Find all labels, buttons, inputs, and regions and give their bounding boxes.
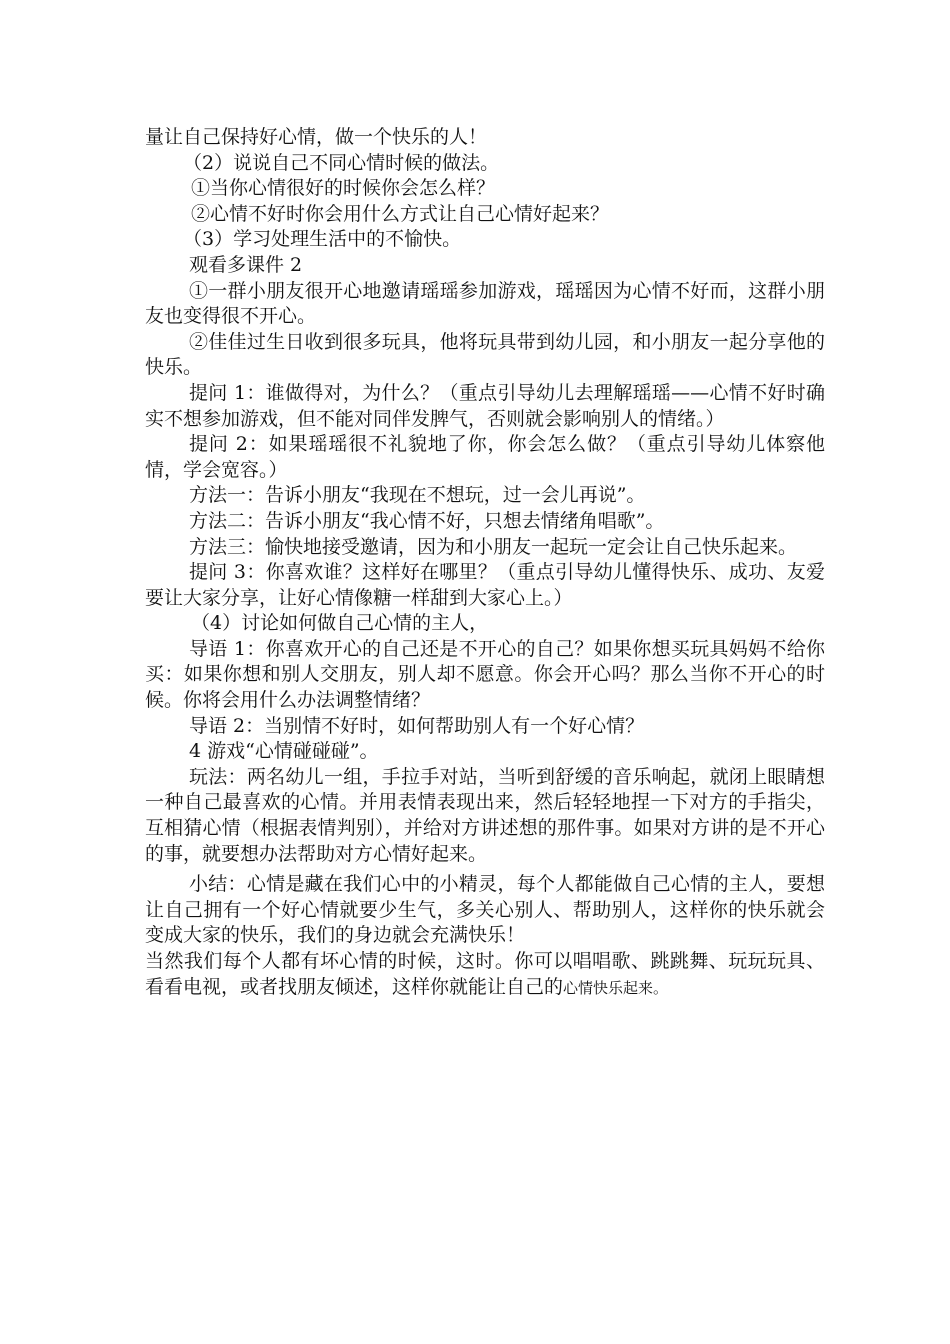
paragraph-prompt-2: 提问 2：如果瑶瑶很不礼貌地了你，你会怎么做？（重点引导幼儿体察他情，学会宽容。）: [145, 433, 825, 481]
paragraph-watch-courseware: 观看多课件 2: [189, 253, 303, 276]
closing-text: 当然我们每个人都有坏心情的时候，这时。你可以唱唱歌、跳跳舞、玩玩玩具、看看电视，或者找朋友倾述，这样你就能让自己的: [145, 950, 825, 998]
paragraph-summary: 小结：心情是藏在我们心中的小精灵，每个人都能做自己心情的主人，要想让自己拥有一个好心情就要少生气，多关心别人、帮助别人，这样你的快乐就会变成大家的快乐，我们的身边就会充满快乐！: [145, 873, 825, 947]
paragraph-game-rules: 玩法：两名幼儿一组，手拉手对站，当听到舒缓的音乐响起，就闭上眼睛想一种自己最喜欢的心情。并用表情表现出来，然后轻轻地捏一下对方的手指尖，互相猜心情（根据表情判别），并给对方讲述想的那件事。如果对方讲的是不开心的事，就要想办法帮助对方心情好起来。: [145, 765, 825, 865]
paragraph-method-2: 方法二：告诉小朋友“我心情不好，只想去情绪角唱歌”。: [189, 509, 665, 532]
paragraph-scenario-2: ②佳佳过生日收到很多玩具，他将玩具带到幼儿园，和小朋友一起分享他的快乐。: [145, 330, 825, 379]
paragraph-section-2-heading: （2）说说自己不同心情时候的做法。: [183, 151, 500, 174]
paragraph-guide-1: 导语 1：你喜欢开心的自己还是不开心的自己？如果你想买玩具妈妈不给你买：如果你想和别人交朋友，别人却不愿意。你会开心吗？那么当你不开心的时候。你将会用什么办法调整情绪？: [145, 637, 825, 712]
paragraph-game-title: 4 游戏“心情碰碰碰”。: [189, 740, 379, 763]
paragraph-prompt-3: 提问 3：你喜欢谁？这样好在哪里？（重点引导幼儿懂得快乐、成功、友爱要让大家分享，让好心情像糖一样甜到大家心上。）: [145, 561, 825, 609]
paragraph-guide-2: 导语 2：当别情不好时，如何帮助别人有一个好心情？: [189, 714, 645, 737]
paragraph-prompt-1: 提问 1：谁做得对，为什么？（重点引导幼儿去理解瑶瑶——心情不好时确实不想参加游戏，但不能对同伴发脾气，否则就会影响别人的情绪。）: [145, 381, 825, 430]
paragraph-question-2: ②心情不好时你会用什么方式让自己心情好起来？: [191, 202, 610, 225]
paragraph-section-4-heading: （4）讨论如何做自己心情的主人，: [191, 612, 489, 635]
paragraph-section-3-heading: （3）学习处理生活中的不愉快。: [183, 228, 462, 251]
paragraph-method-1: 方法一：告诉小朋友“我现在不想玩，过一会儿再说”。: [189, 484, 646, 507]
document-body: [145, 125, 825, 1001]
paragraph-method-3: 方法三：愉快地接受邀请，因为和小朋友一起玩一定会让自己快乐起来。: [189, 535, 798, 558]
paragraph-continuation: 量让自己保持好心情，做一个快乐的人！: [145, 126, 488, 148]
paragraph-closing: [145, 949, 825, 1001]
paragraph-question-1: ①当你心情很好的时候你会怎么样？: [191, 177, 496, 200]
paragraph-scenario-1: ①一群小朋友很开心地邀请瑶瑶参加游戏，瑶瑶因为心情不好而，这群小朋友也变得很不开心。: [145, 279, 825, 328]
closing-small-text: 心情快乐起来。: [563, 978, 669, 997]
